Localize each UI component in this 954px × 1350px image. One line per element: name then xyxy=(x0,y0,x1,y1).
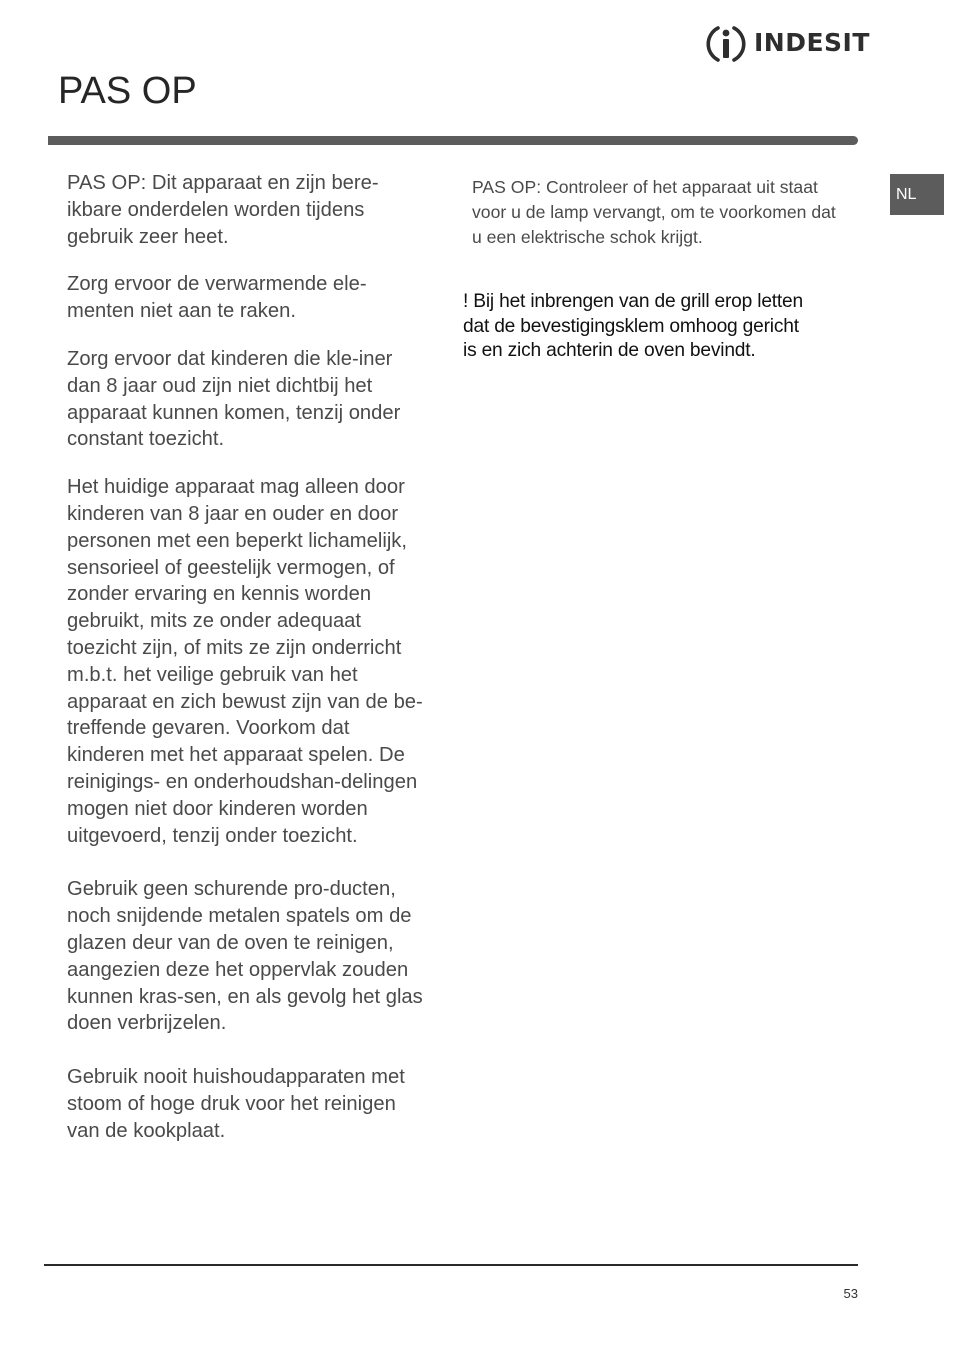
indesit-i-logo-icon xyxy=(704,22,748,66)
paragraph-usage-restrictions: Het huidige apparaat mag alleen door kinderen van 8 jaar en ouder en door personen met een beperkt lichamelijk, sensorieel of geestelijk vermogen, of zonder ervaring en kennis worden gebruikt, mits ze onder adequaat toezicht zijn, of mits ze zijn onderricht m.b.t. het veilige gebruik van het apparaat en zich bewust zijn van de be-treffende gevaren. Voorkom dat kinderen met het apparaat spelen. De reinigings- en onderhoudshan-delingen mogen niet door kinderen worden uitgevoerd, tenzij onder toezicht. xyxy=(67,476,423,847)
page-title: PAS OP xyxy=(58,70,197,112)
language-tab: NL xyxy=(890,174,944,215)
grill-insertion-warning: ! Bij het inbrengen van de grill erop letten dat de bevestigingsklem omhoog gericht is en zich achterin de oven bevindt. xyxy=(463,291,803,362)
footer-divider xyxy=(44,1264,858,1266)
right-column xyxy=(472,175,844,250)
left-column xyxy=(67,170,431,1145)
header-divider-bar xyxy=(48,136,858,145)
paragraph-children-distance: Zorg ervoor dat kinderen die kle-iner dan 8 jaar oud zijn niet dichtbij het apparaat kunnen komen, tenzij onder constant toezicht. xyxy=(67,347,401,451)
brand-logo xyxy=(704,22,870,66)
paragraph-steam-cleaners: Gebruik nooit huishoudapparaten met stoom of hoge druk voor het reinigen van de kookplaat. xyxy=(67,1066,405,1142)
brand-name: INDESIT xyxy=(754,28,870,57)
paragraph-cleaning-glass: Gebruik geen schurende pro-ducten, noch snijdende metalen spatels om de glazen deur van de oven te reinigen, aangezien deze het oppervlak zouden kunnen kras-sen, en als gevolg het glas doen verbrijzelen. xyxy=(67,878,423,1035)
paragraph-hot-parts: PAS OP: Dit apparaat en zijn bere-ikbare onderdelen worden tijdens gebruik zeer heet. xyxy=(67,172,379,248)
lamp-replacement-note: PAS OP: Controleer of het apparaat uit staat voor u de lamp vervangt, om te voorkomen dat u een elektrische schok krijgt. xyxy=(472,177,836,247)
paragraph-heating-elements: Zorg ervoor de verwarmende ele-menten niet aan te raken. xyxy=(67,273,367,323)
page-number: 53 xyxy=(843,1286,858,1301)
